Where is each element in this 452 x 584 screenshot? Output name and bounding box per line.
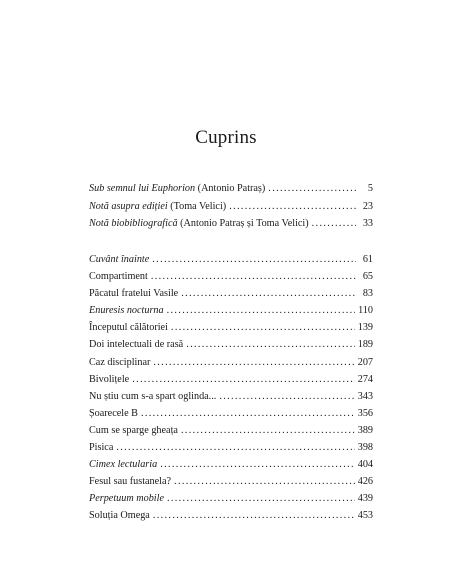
toc-entry-page-number: 139 (357, 322, 373, 334)
toc-entry[interactable] (89, 319, 373, 336)
toc-entry-title (89, 371, 129, 388)
toc-dot-leader (160, 456, 355, 473)
toc-entry[interactable] (89, 405, 373, 422)
toc-dot-leader (167, 302, 355, 319)
toc-dot-leader (141, 405, 355, 422)
toc-entry-page-number: 389 (357, 424, 373, 436)
toc-entry-title (89, 422, 178, 439)
toc-entry[interactable] (89, 371, 373, 388)
toc-entry-title (89, 456, 157, 473)
toc-entry-title (89, 180, 265, 198)
toc-entry-page-number: 343 (357, 390, 373, 402)
toc-entry-title (89, 215, 309, 233)
toc-entry-page-number: 33 (362, 218, 373, 229)
toc-entry-title-italic: Perpetuum mobile (89, 493, 164, 505)
toc-entry-title-text: Fesul sau fustanela? (89, 476, 172, 488)
toc-entry-page-number: 426 (357, 476, 373, 488)
toc-entry-title (89, 405, 138, 422)
toc-entry[interactable] (89, 456, 373, 473)
toc-entry-page-number: 404 (357, 459, 373, 471)
toc-entry[interactable] (89, 336, 373, 353)
toc-entry-title (89, 268, 148, 285)
toc-entry-title-text: Nu știu cum s-a spart oglinda... (89, 390, 217, 402)
toc-entry[interactable] (89, 285, 373, 302)
toc-entry-title-text: Pisica (89, 442, 114, 454)
toc-entry-page-number: 61 (362, 254, 373, 265)
toc-entry-title (89, 388, 216, 405)
toc-dot-leader (152, 251, 356, 268)
toc-entry[interactable] (89, 422, 373, 439)
toc-entry-title-italic: Notă biobibliografică (89, 218, 178, 229)
toc-entry-title (89, 302, 164, 319)
toc-entry-title (89, 473, 171, 490)
toc-entry-title (89, 490, 164, 507)
toc-dot-leader (181, 422, 355, 439)
toc-entry-title-text: Începutul călătoriei (89, 322, 168, 334)
toc-entry-title-italic: Sub semnul lui Euphorion (89, 183, 196, 194)
toc-entry[interactable] (89, 490, 373, 507)
toc-entry-title-italic: Cuvânt înainte (89, 254, 150, 265)
toc-entry-title-text: Bivolițele (89, 373, 130, 385)
toc-dot-leader (171, 319, 355, 336)
toc-entry-page-number: 189 (357, 339, 373, 351)
toc-dot-leader (219, 388, 354, 405)
toc-entry[interactable] (89, 251, 373, 268)
toc-entry-title-italic: Notă asupra ediției (89, 200, 168, 212)
toc-entry-page-number: 398 (357, 442, 373, 454)
toc-dot-leader (153, 354, 354, 371)
toc-entry-title-text: Caz disciplinar (89, 356, 151, 368)
toc-dot-leader (151, 268, 356, 285)
toc-dot-leader (186, 336, 355, 353)
toc-entry[interactable] (89, 198, 373, 216)
toc-entry-title-text: Soluția Omega (89, 510, 150, 522)
toc-entry-title (89, 439, 113, 456)
toc-entry-title-text: Doi intelectuali de rasă (89, 339, 184, 351)
toc-entry[interactable] (89, 215, 373, 233)
toc-entry-page-number: 274 (357, 373, 373, 385)
toc-dot-leader (181, 285, 356, 302)
toc-main-section (89, 251, 373, 525)
toc-entry-title-italic: Enuresis nocturna (89, 305, 164, 317)
toc-dot-leader (174, 473, 355, 490)
toc-entry-title-italic: Cimex lectularia (89, 459, 158, 471)
toc-dot-leader (167, 490, 355, 507)
toc-entry[interactable] (89, 388, 373, 405)
toc-entry-page-number: 356 (357, 407, 373, 419)
toc-entry[interactable] (89, 473, 373, 490)
toc-entry-title (89, 336, 183, 353)
toc-entry-title-text: (Toma Velici) (167, 200, 227, 212)
toc-entry[interactable] (89, 354, 373, 371)
toc-entry-page-number: 23 (362, 200, 373, 212)
toc-dot-leader (268, 180, 356, 198)
toc-entry-title (89, 198, 226, 216)
toc-entry-title-text: Compartiment (89, 271, 148, 283)
toc-entry-title-text: Cum se sparge gheața (89, 424, 178, 436)
toc-entry[interactable] (89, 439, 373, 456)
toc-entry-page-number: 439 (357, 493, 373, 505)
toc-entry-title-text: Păcatul fratelui Vasile (89, 288, 179, 300)
toc-entry-title-text: (Antonio Patraș) (195, 183, 266, 194)
toc-entry-title (89, 354, 150, 371)
toc-entry-page-number: 207 (357, 356, 373, 368)
toc-dot-leader (229, 198, 356, 216)
toc-entry-page-number: 65 (362, 271, 373, 283)
toc-entry-title (89, 251, 149, 268)
toc-entry[interactable] (89, 302, 373, 319)
toc-entry-title (89, 507, 150, 524)
toc-entry-title-text: Șoarecele B (89, 407, 138, 419)
toc-entry-page-number: 83 (362, 288, 373, 300)
toc-entry-page-number: 5 (367, 183, 373, 194)
toc-entry[interactable] (89, 180, 373, 198)
toc-intro-section (89, 180, 373, 233)
toc-entry[interactable] (89, 507, 373, 524)
toc-entry[interactable] (89, 268, 373, 285)
toc-entry-page-number: 453 (357, 510, 373, 522)
toc-dot-leader (116, 439, 354, 456)
page-title: Cuprins (195, 127, 257, 148)
toc-dot-leader (312, 215, 356, 233)
toc-entry-title (89, 285, 178, 302)
toc-entry-title-text: (Antonio Patraș și Toma Velici) (177, 218, 309, 229)
toc-entry-title (89, 319, 168, 336)
toc-dot-leader (153, 507, 355, 524)
toc-entry-page-number: 110 (358, 305, 373, 317)
toc-dot-leader (132, 371, 355, 388)
